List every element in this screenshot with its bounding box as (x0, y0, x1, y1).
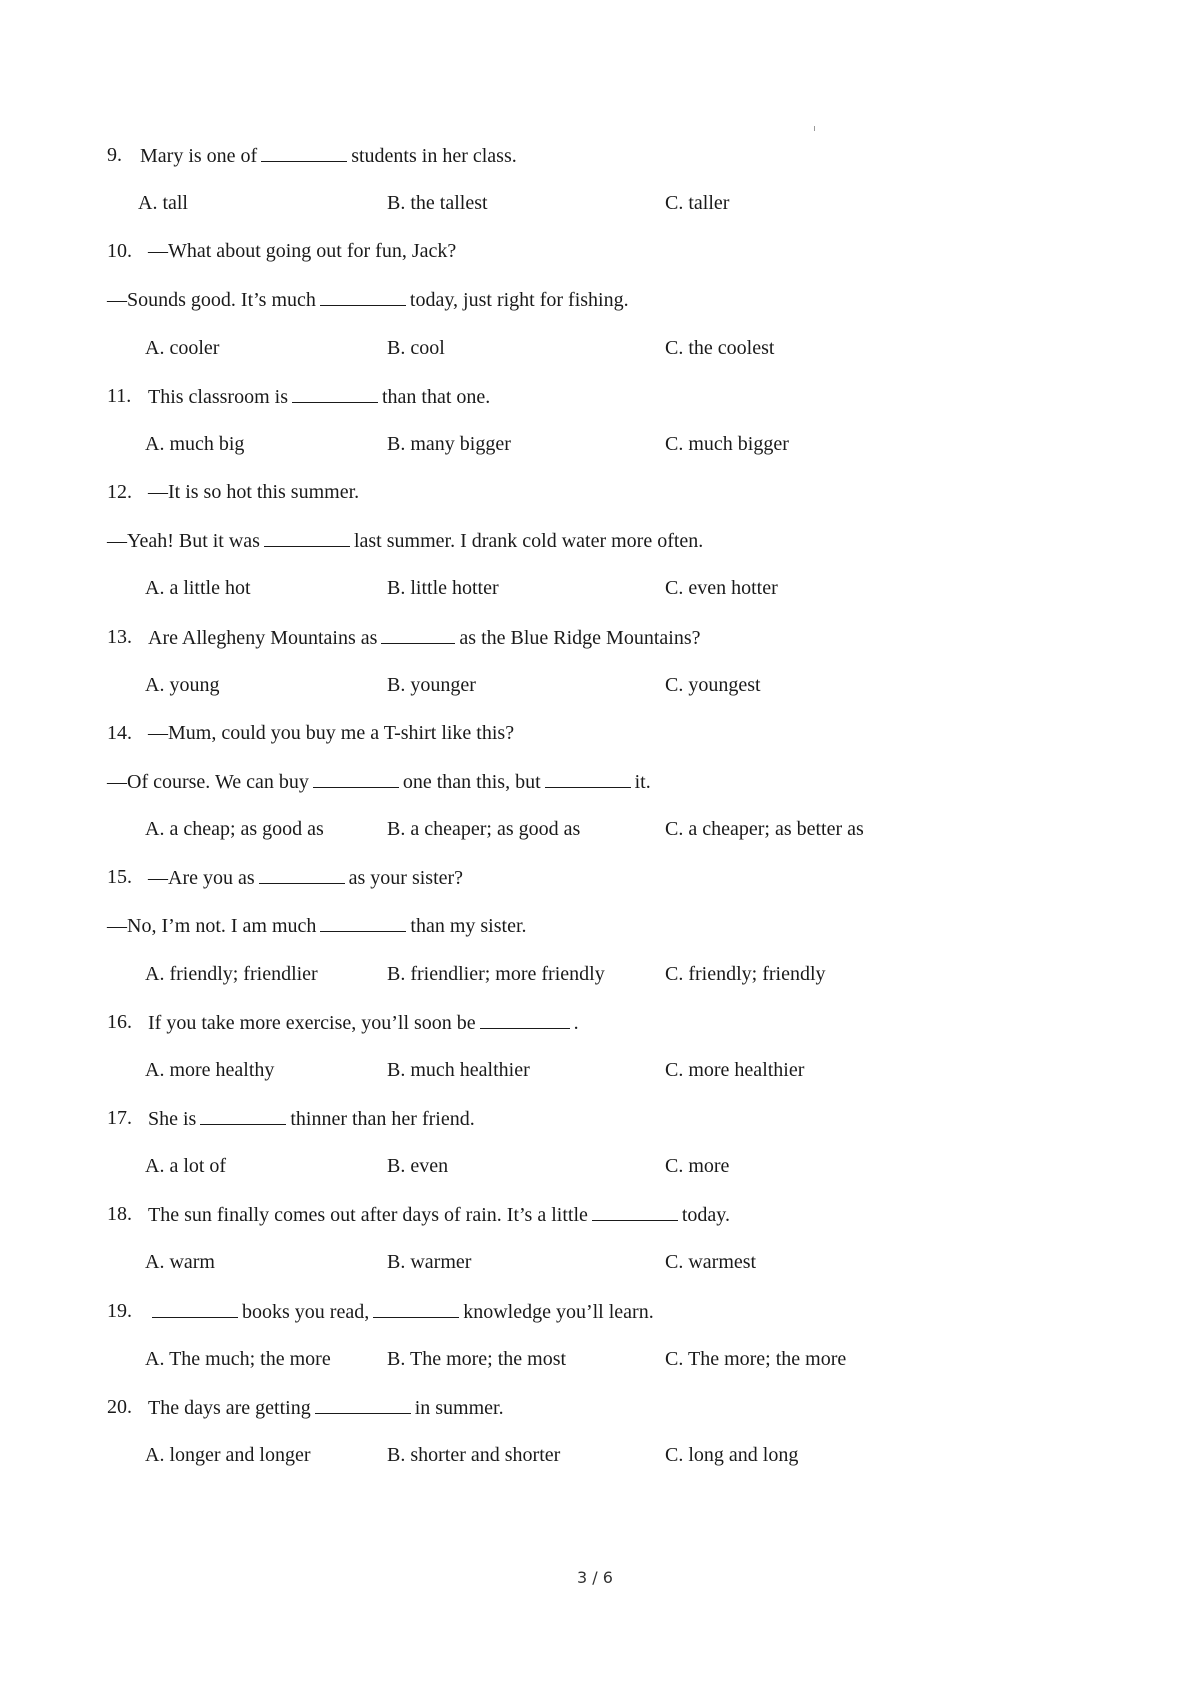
question-text (107, 526, 703, 555)
text-segment: —No, I’m not. I am much (107, 915, 317, 938)
text-segment: —Are you as (148, 867, 255, 890)
text-segment: —Sounds good. It’s much (107, 289, 316, 312)
option-a: A. more healthy (145, 1058, 275, 1081)
question-text (148, 1200, 730, 1229)
text-segment: today, just right for fishing. (409, 289, 629, 312)
option-a: A. much big (145, 432, 245, 455)
option-b: B. the tallest (387, 192, 488, 215)
answer-blank (259, 863, 345, 884)
option-a: A. a cheap; as good as (145, 818, 324, 841)
option-a: A. warm (145, 1251, 215, 1274)
option-c: C. The more; the more (665, 1347, 847, 1370)
question-text (148, 863, 463, 892)
text-segment: last summer. I drank cold water more often. (353, 530, 704, 553)
answer-blank (292, 382, 378, 403)
text-segment: Mary is one of (140, 145, 258, 167)
option-b: B. even (387, 1155, 449, 1178)
text-segment: as your sister? (348, 867, 464, 890)
question-text (148, 623, 700, 652)
answer-blank (545, 767, 631, 788)
text-segment: The sun finally comes out after days of rain. It’s a little (148, 1204, 588, 1227)
answer-blank (261, 141, 347, 162)
question-text (148, 1104, 475, 1133)
question-number: 11. (107, 384, 132, 407)
text-segment: today. (681, 1204, 731, 1227)
text-segment: in summer. (414, 1396, 504, 1419)
option-c: C. even hotter (665, 577, 778, 600)
option-c: C. youngest (665, 673, 761, 696)
option-c: C. more healthier (665, 1058, 805, 1081)
question-text (107, 911, 527, 940)
question-text (140, 141, 517, 170)
option-c: C. warmest (665, 1251, 757, 1274)
option-c: C. taller (665, 192, 730, 215)
answer-blank (480, 1008, 570, 1029)
question-number: 18. (107, 1203, 132, 1226)
answer-blank (152, 1297, 238, 1318)
text-segment: knowledge you’ll learn. (463, 1300, 654, 1323)
text-segment: —Of course. We can buy (107, 770, 309, 793)
option-c: C. the coolest (665, 336, 775, 359)
option-c: C. friendly; friendly (665, 962, 826, 985)
question-number: 13. (107, 625, 132, 648)
answer-blank (381, 623, 455, 644)
option-a: A. a little hot (145, 577, 251, 600)
option-a: A. tall (138, 192, 188, 215)
text-segment: She is (148, 1108, 197, 1130)
text-segment: —Yeah! But it was (107, 530, 260, 553)
option-b: B. much healthier (387, 1058, 530, 1081)
question-number: 9. (107, 144, 122, 166)
option-b: B. a cheaper; as good as (387, 818, 581, 841)
question-text (107, 285, 629, 314)
option-b: B. cool (387, 336, 445, 359)
answer-blank (320, 911, 406, 932)
text-segment: —It is so hot this summer. (148, 481, 360, 504)
text-segment: than my sister. (410, 915, 527, 938)
question-number: 19. (107, 1299, 132, 1322)
option-c: C. more (665, 1155, 730, 1178)
question-text (148, 1297, 654, 1326)
text-segment: . (573, 1011, 579, 1034)
scan-mark (814, 126, 815, 131)
option-a: A. young (145, 673, 220, 696)
text-segment: The days are getting (148, 1396, 311, 1419)
question-number: 20. (107, 1395, 132, 1418)
text-segment: books you read, (242, 1300, 370, 1323)
text-segment: than that one. (382, 385, 491, 408)
option-a: A. friendly; friendlier (145, 962, 318, 985)
question-number: 10. (107, 240, 132, 263)
question-text (107, 767, 651, 796)
question-text (148, 478, 359, 506)
answer-blank (264, 526, 350, 547)
option-b: B. many bigger (387, 432, 511, 455)
question-text (148, 1393, 504, 1422)
option-b: B. younger (387, 673, 476, 696)
option-b: B. shorter and shorter (387, 1444, 561, 1467)
option-b: B. friendlier; more friendly (387, 962, 605, 985)
text-segment: students in her class. (351, 145, 517, 167)
text-segment: —Mum, could you buy me a T-shirt like this? (148, 721, 515, 744)
option-b: B. warmer (387, 1251, 472, 1274)
question-text (148, 1008, 579, 1037)
question-number: 14. (107, 721, 132, 744)
option-c: C. much bigger (665, 432, 789, 455)
question-text (148, 719, 514, 747)
answer-blank (313, 767, 399, 788)
option-b: B. The more; the most (387, 1347, 567, 1370)
answer-blank (315, 1393, 411, 1414)
question-text (148, 237, 456, 265)
answer-blank (373, 1297, 459, 1318)
option-a: A. cooler (145, 336, 220, 359)
question-number: 17. (107, 1107, 132, 1129)
question-number: 12. (107, 481, 132, 504)
text-segment: one than this, but (402, 770, 541, 793)
option-a: A. The much; the more (145, 1347, 331, 1370)
option-a: A. longer and longer (145, 1444, 311, 1467)
option-c: C. a cheaper; as better as (665, 818, 864, 841)
text-segment: thinner than her friend. (290, 1108, 475, 1130)
question-text (148, 382, 490, 411)
option-b: B. little hotter (387, 577, 499, 600)
page-number: 3 / 6 (577, 1568, 613, 1587)
option-a: A. a lot of (145, 1155, 227, 1178)
answer-blank (200, 1104, 286, 1125)
text-segment: Are Allegheny Mountains as (148, 626, 378, 649)
option-c: C. long and long (665, 1444, 799, 1467)
text-segment: —What about going out for fun, Jack? (148, 240, 457, 263)
text-segment: as the Blue Ridge Mountains? (459, 626, 701, 649)
answer-blank (320, 285, 406, 306)
question-number: 16. (107, 1010, 132, 1033)
text-segment: If you take more exercise, you’ll soon be (148, 1011, 476, 1034)
question-number: 15. (107, 866, 132, 889)
text-segment: it. (634, 770, 651, 793)
text-segment: This classroom is (148, 385, 288, 408)
answer-blank (592, 1200, 678, 1221)
